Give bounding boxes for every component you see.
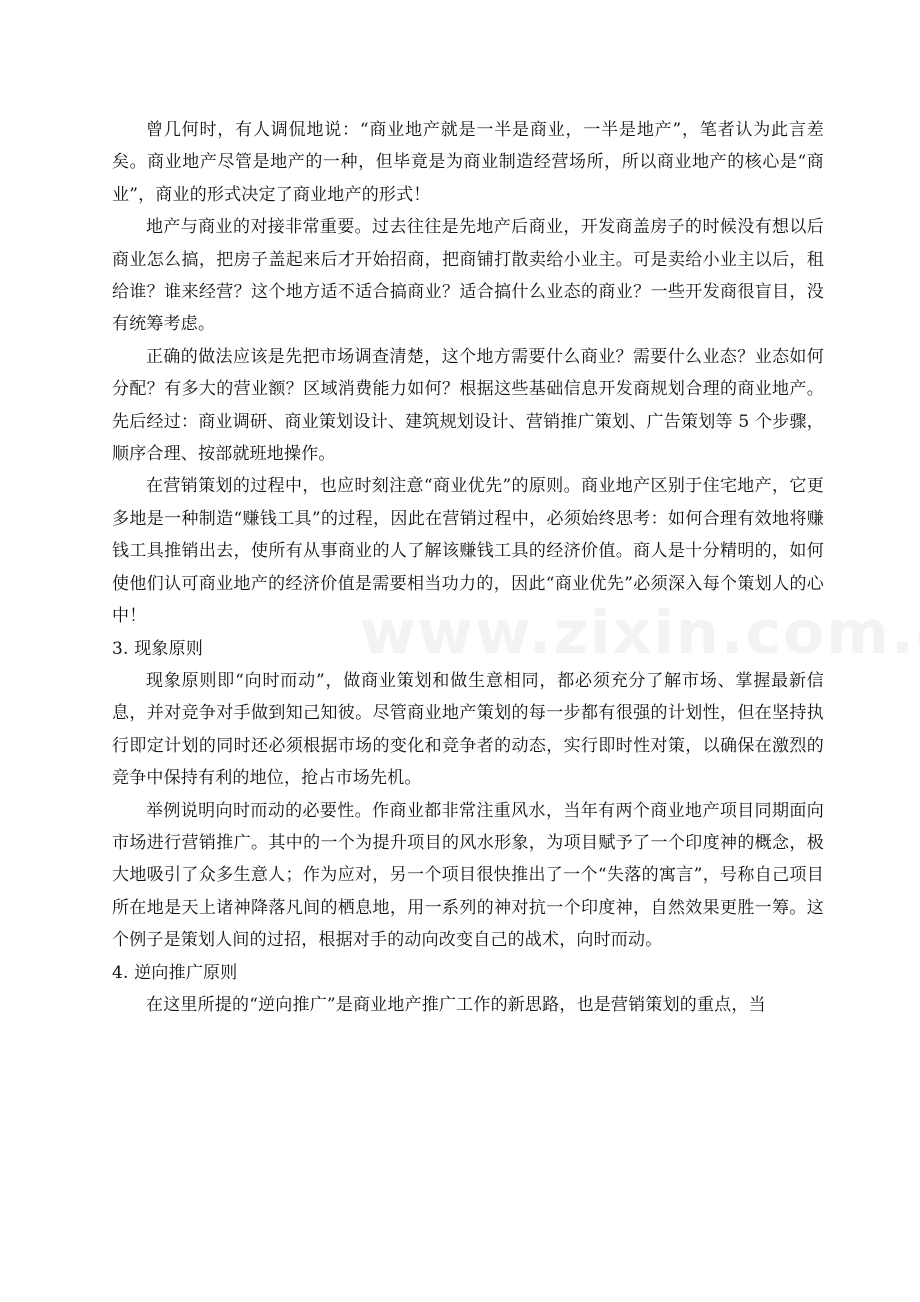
section-heading-phenomenon-principle: 3. 现象原则 <box>112 638 204 659</box>
paragraph-commerce-first: 在营销策划的过程中，也应时刻注意“商业优先”的原则。商业地产区别于住宅地产，它更多地是一种制造“赚钱工具”的过程，因此在营销过程中，必须始终思考：如何合理有效地将赚钱工具推销出去，使所有从事商业的人了解该赚钱工具的经济价值。商人是十分精明的，如何使他们认可商业地产的经济价值是需要相当功力的，因此“商业优先”必须深入每个策划人的心中！ <box>112 476 824 627</box>
paragraph-land-business-link: 地产与商业的对接非常重要。过去往往是先地产后商业，开发商盖房子的时候没有想以后商业怎么搞，把房子盖起来后才开始招商，把商铺打散卖给小业主。可是卖给小业主以后，租给谁？谁来经营？这个地方适不适合搞商业？适合搞什么业态的商业？一些开发商很盲目，没有统筹考虑。 <box>112 217 824 335</box>
paragraph-phenomenon-principle: 现象原则即“向时而动”，做商业策划和做生意相同，都必须充分了解市场、掌握最新信息，并对竞争对手做到知己知彼。尽管商业地产策划的每一步都有很强的计划性，但在坚持执行即定计划的同时还必须根据市场的变化和竞争者的动态，实行即时性对策，以确保在激烈的竞争中保持有利的地位，抢占市场先机。 <box>112 670 824 789</box>
paragraph-correct-approach: 正确的做法应该是先把市场调查清楚，这个地方需要什么商业？需要什么业态？业态如何分配？有多大的营业额？区域消费能力如何？根据这些基础信息开发商规划合理的商业地产。先后经过：商业调研、商业策划设计、建筑规划设计、营销推广策划、广告策划等 5 个步骤，顺序合理、按部就班地操作。 <box>112 346 824 465</box>
section-heading-reverse-promotion: 4. 逆向推广原则 <box>112 962 238 983</box>
paragraph-example: 举例说明向时而动的必要性。作商业都非常注重风水，当年有两个商业地产项目同期面向市场进行营销推广。其中的一个为提升项目的风水形象，为项目赋予了一个印度神的概念，极大地吸引了众多生意人；作为应对，另一个项目很快推出了一个“失落的寓言”，号称自己项目所在地是天上诸神降落凡间的栖息地，用一系列的神对抗一个印度神，自然效果更胜一筹。这个例子是策划人间的过招，根据对手的动向改变自己的战术，向时而动。 <box>112 800 824 951</box>
paragraph-commercial-core: 曾几何时，有人调侃地说：“商业地产就是一半是商业，一半是地产”，笔者认为此言差矣。商业地产尽管是地产的一种，但毕竟是为商业制造经营场所，所以商业地产的核心是“商业”，商业的形式决定了商业地产的形式！ <box>112 120 824 205</box>
paragraph-reverse-promotion: 在这里所提的“逆向推广”是商业地产推广工作的新思路，也是营销策划的重点，当 <box>146 994 766 1015</box>
document-page <box>112 114 824 1021</box>
